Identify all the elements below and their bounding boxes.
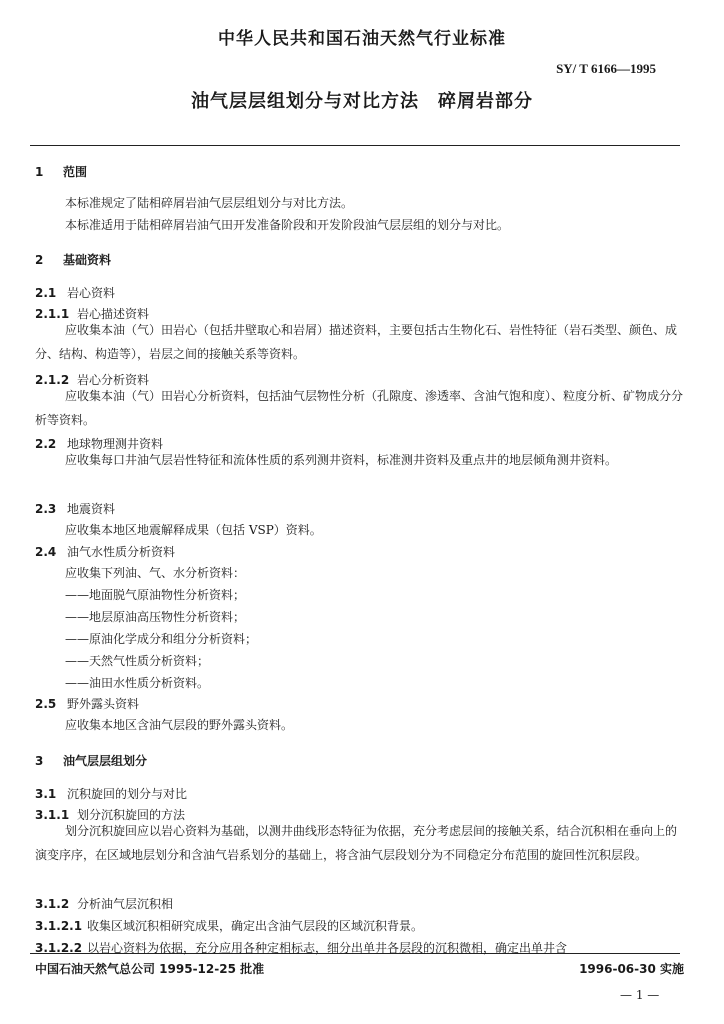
subsection-number: 2.1 [35, 286, 57, 300]
section-heading [35, 752, 147, 769]
subsection-title: 地震资料 [67, 502, 116, 516]
list-item: ——天然气性质分析资料； [65, 654, 210, 668]
section-number: 1 [35, 165, 44, 179]
list-item: ——地面脱气原油物性分析资料； [65, 588, 246, 602]
paragraph: 应收集本油（气）田岩心分析资料，包括油气层物性分析（孔隙度、渗透率、含油气饱和度）、粒度分析、矿物成分分析等资料。 [35, 389, 684, 427]
list-item: ——地层原油高压物性分析资料； [65, 610, 246, 624]
paragraph: 应收集本油（气）田岩心（包括井壁取心和岩屑）描述资料，主要包括古生物化石、岩性特征（岩石类型、颜色、成分、结构、构造等），岩层之间的接触关系等资料。 [35, 323, 678, 361]
subsection-title: 划分沉积旋回的方法 [77, 808, 186, 822]
subsection-number: 3.1 [35, 787, 57, 801]
footer-rule [30, 953, 680, 954]
org-title: 中华人民共和国石油天然气行业标准 [218, 29, 506, 49]
section-title: 范围 [63, 165, 88, 179]
paragraph: 本标准规定了陆相碎屑岩油气层层组划分与对比方法。 [65, 196, 354, 210]
subsection-heading [35, 785, 187, 802]
subsection-title: 岩心描述资料 [77, 307, 150, 321]
paragraph: 应收集本地区含油气层段的野外露头资料。 [65, 718, 294, 732]
subsection-heading [35, 695, 139, 712]
page-number: — 1 — [620, 988, 660, 1002]
clause-text: 以岩心资料为依据，充分应用各种定相标志，细分出单井各层段的沉积微相，确定出单井含 [87, 941, 568, 955]
paragraph: 划分沉积旋回应以岩心资料为基础，以测井曲线形态特征为依据，充分考虑层间的接触关系，结合沉积相在垂向上的演变序序，在区域地层划分和含油气岩系划分的基础上，将含油气层段划分为不同稳定分布范围的旋回性沉积层段。 [35, 824, 678, 862]
section-number: 2 [35, 253, 44, 267]
subsection-heading [35, 500, 115, 517]
paragraph: 应收集下列油、气、水分析资料： [65, 566, 246, 580]
subsection-number: 2.1.1 [35, 307, 70, 321]
section-heading [35, 251, 111, 268]
subsection-heading [35, 895, 173, 912]
subsection-number: 3.1.1 [35, 808, 70, 822]
subsection-title: 岩心资料 [67, 286, 116, 300]
subsection-number: 2.2 [35, 437, 57, 451]
paragraph: 应收集本地区地震解释成果（包括 VSP）资料。 [65, 523, 322, 537]
list-item: ——原油化学成分和组分分析资料； [65, 632, 258, 646]
list-item: ——油田水性质分析资料。 [65, 676, 210, 690]
approval-note: 中国石油天然气总公司 1995-12-25 批准 [35, 962, 265, 976]
section-title: 基础资料 [63, 253, 112, 267]
document-title: 油气层层组划分与对比方法 碎屑岩部分 [191, 91, 533, 112]
clause [35, 917, 423, 934]
section-heading [35, 163, 87, 180]
clause-number: 3.1.2.2 [35, 941, 83, 955]
subsection-title: 岩心分析资料 [77, 373, 150, 387]
subsection-number: 3.1.2 [35, 897, 70, 911]
subsection-title: 野外露头资料 [67, 697, 140, 711]
clause-number: 3.1.2.1 [35, 919, 83, 933]
subsection-heading [35, 543, 175, 560]
subsection-heading [35, 284, 115, 301]
subsection-number: 2.5 [35, 697, 57, 711]
subsection-title: 地球物理测井资料 [67, 437, 164, 451]
subsection-number: 2.3 [35, 502, 57, 516]
subsection-number: 2.1.2 [35, 373, 70, 387]
header-rule [30, 145, 680, 146]
paragraph: 本标准适用于陆相碎屑岩油气田开发准备阶段和开发阶段油气层层组的划分与对比。 [65, 218, 510, 232]
section-title: 油气层层组划分 [63, 754, 148, 768]
clause-text: 收集区域沉积相研究成果，确定出含油气层段的区域沉积背景。 [87, 919, 424, 933]
standard-number: SY/ T 6166—1995 [556, 61, 656, 76]
subsection-title: 沉积旋回的划分与对比 [67, 787, 188, 801]
paragraph: 应收集每口井油气层岩性特征和流体性质的系列测井资料，标准测井资料及重点井的地层倾角测井资料。 [65, 453, 618, 467]
subsection-title: 油气水性质分析资料 [67, 545, 176, 559]
section-number: 3 [35, 754, 44, 768]
subsection-title: 分析油气层沉积相 [77, 897, 174, 911]
effective-date: 1996-06-30 实施 [579, 962, 684, 976]
subsection-number: 2.4 [35, 545, 57, 559]
